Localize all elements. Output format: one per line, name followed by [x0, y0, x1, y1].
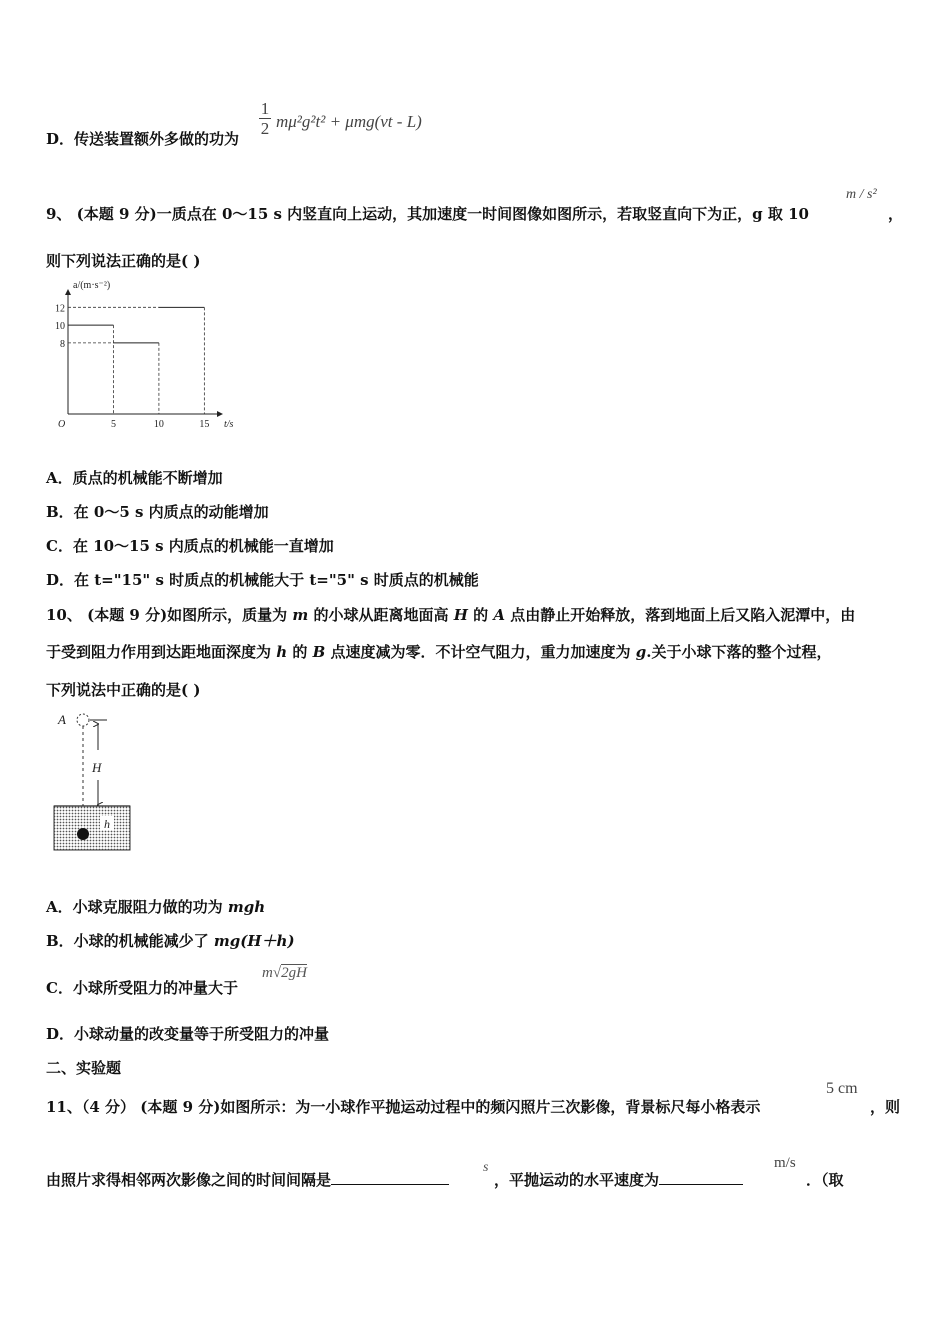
- var-h: h: [276, 643, 288, 661]
- q11-line1: [46, 1096, 760, 1117]
- q9-option-a: A．质点的机械能不断增加: [46, 469, 223, 487]
- q9-option-c: C．在 10～15 s 内质点的机械能一直增加: [46, 537, 334, 555]
- q11-unit-ms: m/s: [774, 1155, 796, 1171]
- q10-text: 的: [467, 606, 494, 624]
- q10-option-b-prefix: B．小球的机械能减少了: [46, 932, 214, 950]
- q11-unit-cm: 5 cm: [826, 1080, 858, 1097]
- ball-end: [77, 828, 89, 840]
- q10-option-a: [46, 896, 265, 917]
- section-title: 二、实验题: [46, 1059, 122, 1077]
- label-h: h: [104, 817, 110, 831]
- y-tick-label: 12: [55, 303, 65, 315]
- var-B: B: [312, 643, 326, 661]
- q10-option-b: [46, 930, 295, 951]
- q9-stem-end: ，: [888, 205, 904, 223]
- q10-stem-line1: [46, 604, 855, 625]
- label-A: A: [58, 712, 66, 727]
- y-tick-label: 10: [55, 321, 65, 333]
- var-g: g: [635, 643, 647, 661]
- formula-rest: mμ²g²t² + μmg(vt - L): [276, 112, 422, 131]
- q10-option-a-prefix: A．小球克服阻力做的功为: [46, 898, 228, 916]
- q10-text: 点由静止开始释放，落到地面上后又陷入泥潭中，由: [505, 606, 856, 624]
- sqrt-sign: √: [272, 965, 282, 981]
- q10-text: 的小球从距离地面高: [308, 606, 454, 624]
- q10-option-d: D．小球动量的改变量等于所受阻力的冲量: [46, 1025, 330, 1043]
- q10-text: 点速度减为零．不计空气阻力，重力加速度为: [325, 643, 636, 661]
- q9-stem-line2: [46, 250, 200, 271]
- formula-m: m: [262, 965, 273, 981]
- falling-ball-figure: [50, 710, 140, 855]
- q10-option-b-value: mg(H＋h): [213, 932, 295, 950]
- y-tick-label: 8: [60, 338, 65, 350]
- x-tick-label: 5: [110, 419, 116, 430]
- q10-stem-line2: [46, 641, 831, 662]
- formula-numerator: 1: [260, 99, 270, 118]
- q9-stem-unit: m / s²: [846, 187, 877, 202]
- q8-option-d: [46, 128, 239, 149]
- answer-blank-time[interactable]: [331, 1170, 449, 1185]
- y-axis-label: a/(m·s⁻²): [73, 280, 111, 291]
- q11-line2: [46, 1169, 449, 1190]
- q11-line1-end: ，则: [870, 1098, 901, 1116]
- q11-line2-b: [494, 1169, 743, 1190]
- q10-stem-line3: 下列说法中正确的是( ): [46, 681, 201, 699]
- ball-start: [77, 714, 89, 726]
- q11-line2-text: 由照片求得相邻两次影像之间的时间间隔是: [46, 1171, 332, 1189]
- q10-option-c-formula: [262, 965, 307, 982]
- mud-pool: [54, 806, 130, 850]
- q10-text: 10、 (本题 9 分)如图所示，质量为: [46, 606, 293, 624]
- q11-line2-end: ．（取: [806, 1171, 844, 1189]
- q10-text: 的: [287, 643, 313, 661]
- acceleration-time-chart: [46, 280, 234, 436]
- var-A: A: [493, 606, 506, 624]
- q8-option-d-prefix: D．传送装置额外多做的功为: [46, 130, 240, 148]
- var-m: m: [292, 606, 309, 624]
- q11-unit-s: s: [483, 1160, 489, 1175]
- q10-option-c: [46, 977, 238, 998]
- q10-option-a-value: mgh: [227, 898, 266, 916]
- q9-option-b: B．在 0～5 s 内质点的动能增加: [46, 503, 269, 521]
- x-axis-label: t/s: [224, 419, 234, 430]
- q10-option-c-prefix: C．小球所受阻力的冲量大于: [46, 979, 238, 997]
- q11-line2-b-text: ，平抛运动的水平速度为: [494, 1171, 660, 1189]
- q9-stem-part2: 则下列说法正确的是( ): [46, 252, 201, 270]
- q11-line1-text: 11、（4 分） (本题 9 分)如图所示：为一小球作平抛运动过程中的频闪照片三次影像，背景标尺每小格表示: [46, 1098, 761, 1116]
- q10-text: .关于小球下落的整个过程，: [646, 643, 832, 661]
- formula-radicand: 2gH: [281, 965, 307, 981]
- label-H: H: [92, 760, 102, 775]
- answer-blank-velocity[interactable]: [659, 1170, 743, 1185]
- origin-label: O: [58, 419, 66, 430]
- x-tick-label: 15: [199, 419, 210, 430]
- q9-stem-part1: 9、 (本题 9 分)一质点在 0～15 s 内竖直向上运动，其加速度一时间图像如图所示，若取竖直向下为正，g 取 10: [46, 205, 809, 223]
- var-H: H: [453, 606, 468, 624]
- q9-option-d: D．在 t="15" s 时质点的机械能大于 t="5" s 时质点的机械能: [46, 571, 479, 589]
- q10-text: 于受到阻力作用到达距地面深度为: [46, 643, 277, 661]
- q9-stem-line1: [46, 203, 809, 224]
- formula-denominator: 2: [260, 119, 270, 138]
- x-tick-label: 10: [153, 419, 164, 430]
